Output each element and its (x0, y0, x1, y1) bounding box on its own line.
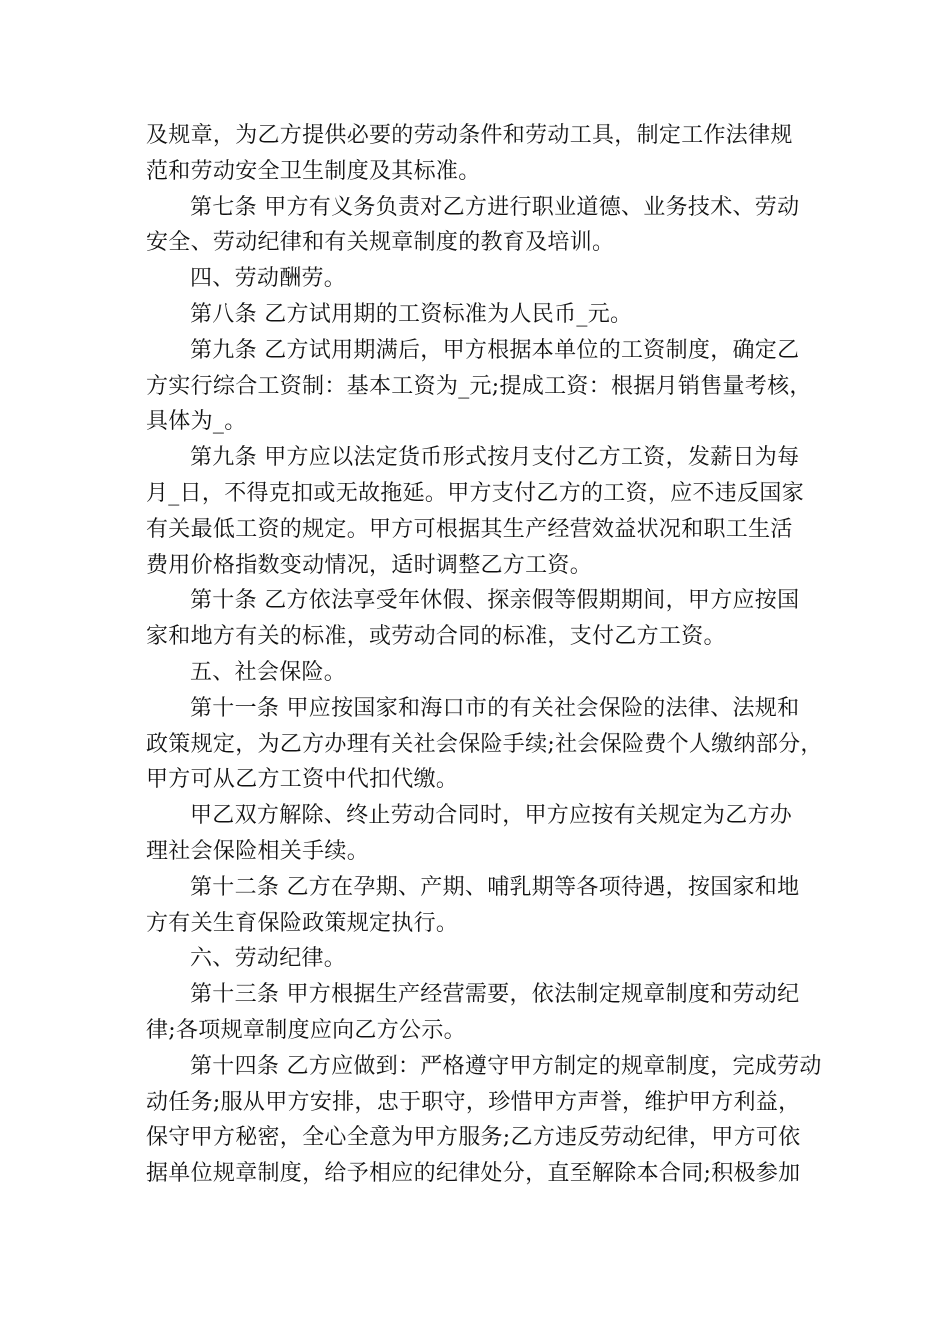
text-line: 保守甲方秘密，全心全意为甲方服务;乙方违反劳动纪律，甲方可依 (146, 1125, 801, 1151)
article-14-text: 第十四条 乙方应做到：严格遵守甲方制定的规章制度，完成劳动 (190, 1053, 822, 1079)
text-line: 范和劳动安全卫生制度及其标准。 (146, 158, 481, 184)
text-line: 有关最低工资的规定。甲方可根据其生产经营效益状况和职工生活 (146, 516, 793, 542)
text-line: 动任务;服从甲方安排，忠于职守，珍惜甲方声誉，维护甲方利益， (146, 1089, 801, 1115)
text-line: 甲方可从乙方工资中代扣代缴。 (146, 767, 459, 793)
document-body (146, 118, 823, 1192)
text-line: 具体为_。 (146, 409, 247, 435)
text-line: 家和地方有关的标准，或劳动合同的标准，支付乙方工资。 (146, 624, 726, 650)
text-line: 方实行综合工资制：基本工资为_元;提成工资：根据月销售量考核， (146, 373, 812, 399)
text-line: 据单位规章制度，给予相应的纪律处分，直至解除本合同;积极参加 (146, 1161, 801, 1187)
paragraph-text: 甲乙双方解除、终止劳动合同时，甲方应按有关规定为乙方办 (190, 803, 793, 829)
article-11-text: 第十一条 甲应按国家和海口市的有关社会保险的法律、法规和 (190, 695, 800, 721)
section-heading-social-insurance: 五、社会保险。 (190, 659, 347, 685)
text-line: 政策规定，为乙方办理有关社会保险手续;社会保险费个人缴纳部分， (146, 731, 823, 757)
text-line: 及规章，为乙方提供必要的劳动条件和劳动工具，制定工作法律规 (146, 123, 793, 148)
text-line: 方有关生育保险政策规定执行。 (146, 910, 459, 936)
text-line: 律;各项规章制度应向乙方公示。 (146, 1017, 466, 1043)
article-9b-text: 第九条 甲方应以法定货币形式按月支付乙方工资，发薪日为每 (190, 445, 800, 471)
text-line: 安全、劳动纪律和有关规章制度的教育及培训。 (146, 230, 615, 256)
section-heading-labor-discipline: 六、劳动纪律。 (190, 946, 347, 972)
article-13-text: 第十三条 甲方根据生产经营需要，依法制定规章制度和劳动纪 (190, 982, 800, 1008)
text-line: 费用价格指数变动情况，适时调整乙方工资。 (146, 552, 593, 578)
article-9-text: 第九条 乙方试用期满后，甲方根据本单位的工资制度，确定乙 (190, 337, 800, 363)
section-heading-labor-remuneration: 四、劳动酬劳。 (190, 266, 347, 292)
text-line: 月_日，不得克扣或无故拖延。甲方支付乙方的工资，应不违反国家 (146, 480, 805, 506)
article-10-text: 第十条 乙方依法享受年休假、探亲假等假期期间，甲方应按国 (190, 588, 800, 614)
text-line: 理社会保险相关手续。 (146, 838, 370, 864)
article-8-text: 第八条 乙方试用期的工资标准为人民币_元。 (190, 301, 633, 327)
article-7-text: 第七条 甲方有义务负责对乙方进行职业道德、业务技术、劳动 (190, 194, 800, 220)
article-12-text: 第十二条 乙方在孕期、产期、哺乳期等各项待遇，按国家和地 (190, 874, 800, 900)
